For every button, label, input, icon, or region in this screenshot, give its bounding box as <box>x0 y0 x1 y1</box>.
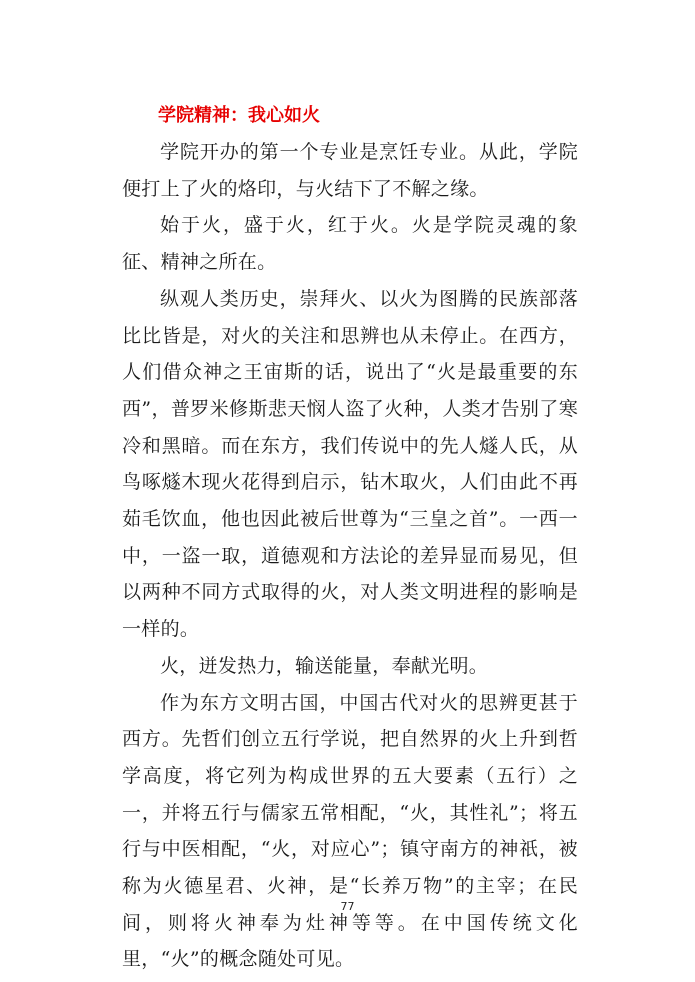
page-content <box>122 98 578 978</box>
paragraph-1: 学院开办的第一个专业是烹饪专业。从此，学院便打上了火的烙印，与火结下了不解之缘。 <box>122 141 578 200</box>
paragraph-3: 纵观人类历史，崇拜火、以火为图腾的民族部落比比皆是，对火的关注和思辨也从未停止。在西方，人们借众神之王宙斯的话，说出了“火是最重要的东西”，普罗米修斯悲天悯人盗了火种，人类才告别了寒冷和黑暗。而在东方，我们传说中的先人燧人氏，从鸟啄燧木现火花得到启示，钻木取火，人们由此不再茹毛饮血，他也因此被后世尊为“三皇之首”。一西一中，一盗一取，道德观和方法论的差异显而易见，但以两种不同方式取得的火，对人类文明进程的影响是一样的。 <box>122 287 578 641</box>
page-number: 77 <box>340 900 355 913</box>
paragraph-4: 火，迸发热力，输送能量，奉献光明。 <box>160 654 489 677</box>
section-heading: 学院精神：我心如火 <box>158 105 320 126</box>
paragraph-2: 始于火，盛于火，红于火。火是学院灵魂的象征、精神之所在。 <box>122 214 578 274</box>
paragraph-5: 作为东方文明古国，中国古代对火的思辨更甚于西方。先哲们创立五行学说，把自然界的火上升到哲学高度，将它列为构成世界的五大要素（五行）之一，并将五行与儒家五常相配，“火，其性礼”；将五行与中医相配，“火，对应心”；镇守南方的神祇，被称为火德星君、火神，是“长养万物”的主宰；在民间，则将火神奉为灶神等等。在中国传统文化里，“火”的概念随处可见。 <box>122 691 578 971</box>
